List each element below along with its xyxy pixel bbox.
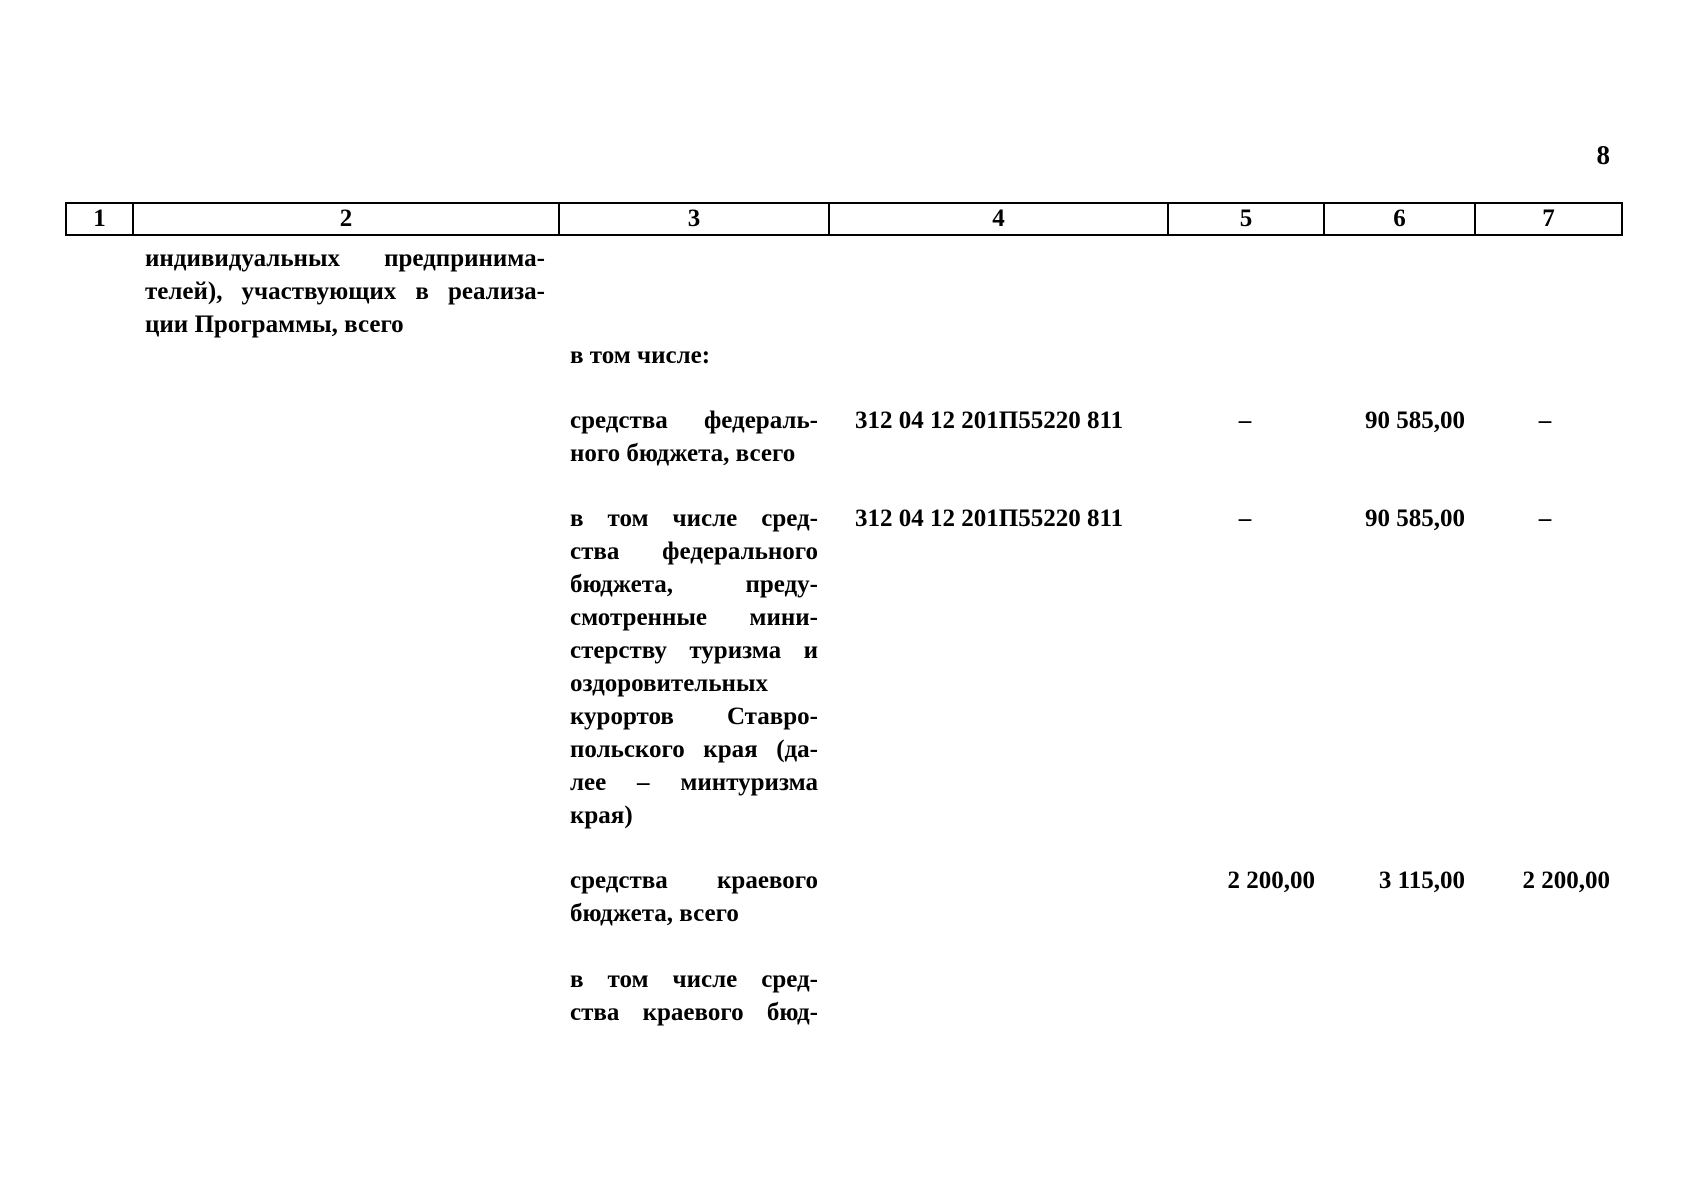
budget-code: 312 04 12 201П55220 811 <box>855 505 1124 532</box>
header-col-7: 7 <box>1475 203 1622 235</box>
row-label-line: средства федераль- <box>570 407 818 434</box>
value-col-5: – <box>1238 505 1252 532</box>
row-label-line: в том числе: <box>570 342 711 369</box>
header-col-4: 4 <box>829 203 1168 235</box>
value-col-7: – <box>1538 505 1552 532</box>
col2-line: индивидуальных предпринима- <box>145 245 545 272</box>
header-col-1: 1 <box>66 203 133 235</box>
header-col-3: 3 <box>559 203 829 235</box>
row-label-line: оздоровительных <box>570 670 768 697</box>
header-col-6: 6 <box>1324 203 1475 235</box>
value-col-7: 2 200,00 <box>1522 867 1610 894</box>
row-label <box>570 864 818 930</box>
col2-line: телей), участвующих в реализа- <box>145 278 545 305</box>
row-label-line: в том числе сред- <box>570 505 818 532</box>
value-col-6: 90 585,00 <box>1365 505 1465 532</box>
column-number-header <box>65 202 1623 236</box>
row-label-line: ства краевого бюд- <box>570 999 818 1026</box>
value-col-5: – <box>1238 407 1252 434</box>
row-label <box>570 404 818 470</box>
row-label <box>570 502 818 832</box>
row-label <box>570 963 818 1029</box>
row-label-line: курортов Ставро- <box>570 703 818 730</box>
header-col-2: 2 <box>133 203 559 235</box>
value-col-7: – <box>1538 407 1552 434</box>
page-number: 8 <box>1596 140 1610 170</box>
row-label-line: в том числе сред- <box>570 966 818 993</box>
row-label-line: лее – минтуризма <box>570 769 818 796</box>
value-col-5: 2 200,00 <box>1227 867 1315 894</box>
value-col-6: 3 115,00 <box>1378 867 1465 894</box>
row-label-line: бюджета, преду- <box>570 571 818 598</box>
row-label <box>570 339 818 372</box>
col2-line: ции Программы, всего <box>145 311 404 338</box>
row-label-line: ного бюджета, всего <box>570 440 796 467</box>
col2-text <box>145 242 545 341</box>
row-label-line: бюджета, всего <box>570 900 739 927</box>
value-col-6: 90 585,00 <box>1365 407 1465 434</box>
row-label-line: польского края (да- <box>570 736 818 763</box>
header-col-5: 5 <box>1168 203 1324 235</box>
row-label-line: края) <box>570 802 633 829</box>
row-label-line: средства краевого <box>570 867 818 894</box>
budget-code: 312 04 12 201П55220 811 <box>855 407 1124 434</box>
row-label-line: смотренные мини- <box>570 604 818 631</box>
row-label-line: стерству туризма и <box>570 637 818 664</box>
row-label-line: ства федерального <box>570 538 818 565</box>
